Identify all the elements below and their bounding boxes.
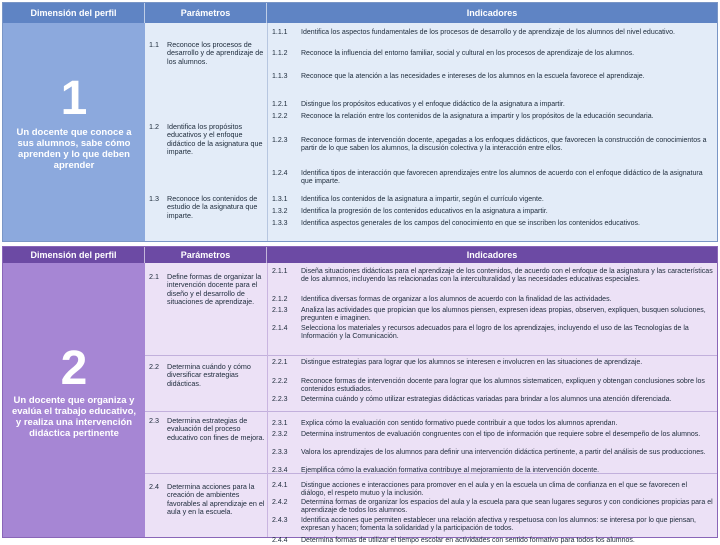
indicator-text: Determina formas de organizar los espacios del aula y la escuela para que sean lugares seguros y con condiciones propicias para el aprendizaje de todos los alumnos. <box>301 499 713 515</box>
table-header <box>3 247 717 263</box>
indicator-text: Identifica tipos de interacción que favorecen aprendizajes entre los alumnos de acuerdo con el enfoque didáctico de la asignatura que imparte. <box>301 170 703 186</box>
parameter-text: Define formas de organizar la intervención docente para el diseño y el desarrollo de situaciones de aprendizaje. <box>167 272 262 307</box>
indicator-code: 1.2.2 <box>272 113 288 120</box>
parameter-code: 1.3 <box>149 194 159 203</box>
parameter-code: 1.1 <box>149 40 159 49</box>
table-body <box>145 23 717 241</box>
parameter-text: Reconoce los contenidos de estudio de la asignatura que imparte. <box>167 194 258 220</box>
parameter-code: 2.2 <box>149 362 159 371</box>
table-body <box>145 263 717 544</box>
parameter-code: 1.2 <box>149 122 159 131</box>
profile-table-1 <box>2 2 718 242</box>
indicator-code: 2.2.3 <box>272 396 288 403</box>
indicator-code: 1.2.1 <box>272 101 288 108</box>
parameter-text: Identifica los propósitos educativos y el enfoque didáctico de la asignatura que imparte. <box>167 122 263 157</box>
indicator-code: 1.1.3 <box>272 73 288 80</box>
indicator-code: 1.3.1 <box>272 196 288 203</box>
profile-table-2 <box>2 246 718 544</box>
indicator-code: 2.4.1 <box>272 482 288 489</box>
indicator-code: 2.3.4 <box>272 467 288 474</box>
header-indicators: Indicadores <box>466 250 518 260</box>
indicators-column <box>267 263 717 544</box>
dimension-title: Un docente que conoce a sus alumnos, sabe cómo aprenden y lo que deben aprender <box>16 127 132 171</box>
indicator-text: Ejemplifica cómo la evaluación formativa contribuye al mejoramiento de la intervención docente. <box>301 467 600 474</box>
indicator-text: Explica cómo la evaluación con sentido formativo puede contribuir a que todos los alumnos aprendan. <box>301 420 618 427</box>
dimension-title: Un docente que organiza y evalúa el trabajo educativo, y realiza una intervención didáctica pertinente <box>11 395 137 439</box>
indicator-code: 2.3.2 <box>272 431 288 438</box>
indicator-text: Reconoce que la atención a las necesidades e intereses de los alumnos en la escuela favorece el aprendizaje. <box>301 73 645 80</box>
parameter-text: Determina cuándo y cómo diversificar estrategias didácticas. <box>167 362 251 388</box>
indicator-text: Diseña situaciones didácticas para el aprendizaje de los contenidos, de acuerdo con el enfoque de la asignatura y las características de los alumnos, incluyendo las relacionadas con la interculturalidad y las necesidades educativas especiales. <box>301 268 713 284</box>
table-header <box>3 3 717 23</box>
parameter-code: 2.1 <box>149 272 159 281</box>
indicator-code: 1.1.2 <box>272 50 288 57</box>
indicator-text: Reconoce la relación entre los contenidos de la asignatura a impartir y los propósitos de la educación secundaria. <box>301 113 654 120</box>
indicator-code: 2.3.1 <box>272 420 288 427</box>
indicator-text: Reconoce la influencia del entorno familiar, social y cultural en los procesos de aprendizaje de los alumnos. <box>301 50 635 57</box>
indicator-code: 2.1.3 <box>272 307 288 314</box>
indicator-code: 2.2.2 <box>272 378 288 385</box>
header-parameters: Parámetros <box>145 247 267 263</box>
indicator-text: Identifica la progresión de los contenidos educativos en la asignatura a impartir. <box>301 208 548 215</box>
header-dimension: Dimensión del perfil <box>3 3 145 23</box>
indicator-code: 1.1.1 <box>272 29 288 36</box>
indicator-code: 1.3.2 <box>272 208 288 215</box>
indicator-text: Identifica aspectos generales de los campos del conocimiento en que se inscriben los contenidos educativos. <box>301 220 640 227</box>
indicator-code: 2.3.3 <box>272 449 288 456</box>
indicator-code: 2.4.2 <box>272 499 288 506</box>
indicator-text: Distingue los propósitos educativos y el enfoque didáctico de la asignatura a impartir. <box>301 101 565 108</box>
indicator-text: Identifica los aspectos fundamentales de los procesos de desarrollo y de aprendizaje de los alumnos del nivel educativo. <box>301 29 675 36</box>
dimension-number: 2 <box>60 342 88 395</box>
indicator-text: Selecciona los materiales y recursos adecuados para el logro de los aprendizajes, incluyendo el uso de las Tecnologías de la Información y la Comunicación. <box>301 325 689 341</box>
dimension-cell <box>3 23 145 241</box>
indicator-text: Reconoce formas de intervención docente para lograr que los alumnos sistematicen, expliquen y obtengan conclusiones sobre los contenidos estudiados. <box>301 378 705 394</box>
indicators-column <box>267 23 717 241</box>
indicator-text: Identifica los contenidos de la asignatura a impartir, según el currículo vigente. <box>301 196 544 203</box>
indicator-code: 2.1.4 <box>272 325 288 332</box>
header-indicators: Indicadores <box>466 8 518 18</box>
dimension-number: 1 <box>60 72 88 125</box>
indicator-code: 2.4.4 <box>272 537 288 544</box>
parameter-text: Reconoce los procesos de desarrollo y de aprendizaje de los alumnos. <box>167 40 264 66</box>
indicator-code: 1.3.3 <box>272 220 288 227</box>
indicator-text: Analiza las actividades que propician que los alumnos piensen, expresen ideas propias, observen, expliquen, busquen soluciones, pregunten e imaginen. <box>301 307 706 323</box>
indicator-text: Determina instrumentos de evaluación congruentes con el tipo de información que requiere sobre el desempeño de los alumnos. <box>301 431 701 438</box>
indicator-text: Determina formas de utilizar el tiempo escolar en actividades con sentido formativo para todos los alumnos. <box>301 537 635 544</box>
header-parameters: Parámetros <box>145 3 267 23</box>
indicator-code: 2.2.1 <box>272 359 288 366</box>
indicator-text: Determina cuándo y cómo utilizar estrategias didácticas variadas para brindar a los alumnos una atención diferenciada. <box>301 396 672 403</box>
indicator-text: Distingue acciones e interacciones para promover en el aula y en la escuela un clima de confianza en el que se favorecen el diálogo, el respeto mutuo y la inclusión. <box>301 482 688 498</box>
indicator-text: Valora los aprendizajes de los alumnos para definir una intervención didáctica pertinente, a partir del análisis de sus producciones. <box>301 449 706 456</box>
indicator-code: 2.4.3 <box>272 517 288 524</box>
parameter-code: 2.4 <box>149 482 159 491</box>
indicator-text: Identifica acciones que permiten establecer una relación afectiva y respetuosa con los alumnos: se interesa por lo que piensan, expresan y hacen; fomenta la solidaridad y la participación de todos. <box>301 517 696 533</box>
indicator-code: 1.2.4 <box>272 170 288 177</box>
parameter-text: Determina acciones para la creación de ambientes favorables al aprendizaje en el aula y en la escuela. <box>167 482 265 517</box>
header-dimension: Dimensión del perfil <box>3 247 145 263</box>
indicator-text: Reconoce formas de intervención docente, apegadas a los enfoques didácticos, que favorecen la construcción de conocimientos a partir de lo que saben los alumnos, la discusión colectiva y la interacción entre ellos. <box>301 137 707 153</box>
indicator-text: Identifica diversas formas de organizar a los alumnos de acuerdo con la finalidad de las actividades. <box>301 296 612 303</box>
indicator-text: Distingue estrategias para lograr que los alumnos se interesen e involucren en las situaciones de aprendizaje. <box>301 359 643 366</box>
dimension-cell <box>3 263 145 537</box>
indicator-code: 1.2.3 <box>272 137 288 144</box>
parameter-text: Determina estrategias de evaluación del proceso educativo con fines de mejora. <box>167 416 265 442</box>
parameter-code: 2.3 <box>149 416 159 425</box>
indicator-code: 2.1.2 <box>272 296 288 303</box>
indicator-code: 2.1.1 <box>272 268 288 275</box>
